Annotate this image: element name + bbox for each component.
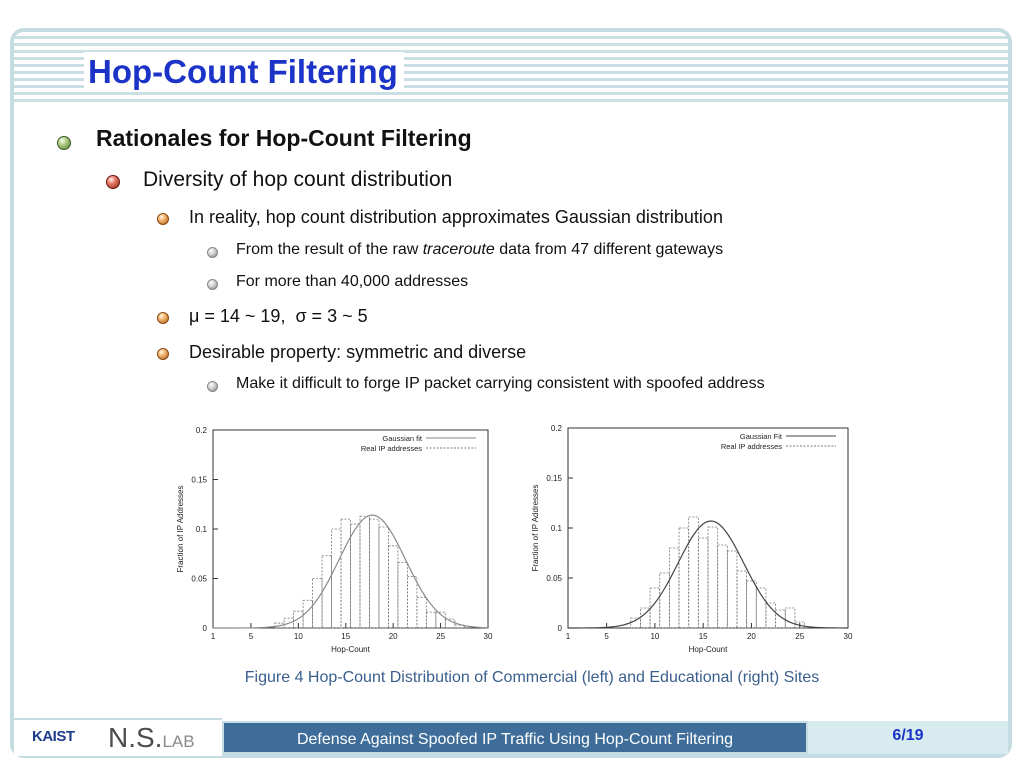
bullet-level2: Diversity of hop count distribution [143, 168, 453, 191]
x-tick-label: 5 [248, 632, 254, 641]
x-tick-label: 1 [210, 632, 216, 641]
x-tick-label: 5 [604, 632, 609, 641]
figure-caption: Figure 4 Hop-Count Distribution of Commercial (left) and Educational (right) Sites [244, 669, 820, 686]
y-tick-label: 0.2 [550, 424, 562, 433]
y-axis-label: Fraction of IP Addresses [176, 485, 185, 573]
bullet-orange-icon [157, 213, 169, 225]
bullet-gray-icon [207, 247, 218, 258]
bullet-green-icon [57, 136, 71, 150]
x-tick-label: 30 [843, 632, 853, 641]
footer-title: Defense Against Spoofed IP Traffic Using Hop-Count Filtering [222, 721, 808, 754]
plot-area [568, 428, 848, 628]
x-axis-label: Hop-Count [331, 645, 370, 654]
bullet-red-icon [106, 175, 120, 189]
bullet-level3-gaussian: In reality, hop count distribution approximates Gaussian distribution [189, 207, 723, 227]
y-tick-label: 0.1 [550, 524, 562, 533]
bullet-level1: Rationales for Hop-Count Filtering [96, 125, 472, 151]
legend-fit-label: Gaussian fit [382, 434, 422, 443]
y-tick-label: 0.05 [546, 574, 562, 583]
slide-title: Hop-Count Filtering [84, 52, 404, 92]
footer-bar [14, 718, 1008, 754]
y-tick-label: 0.15 [191, 475, 207, 485]
footer-logos [14, 718, 222, 756]
bullet-orange-icon [157, 312, 169, 324]
bullet-level3-property: Desirable property: symmetric and diverse [189, 342, 527, 362]
x-tick-label: 25 [795, 632, 805, 641]
legend-real-label: Real IP addresses [720, 442, 782, 451]
legend-fit-label: Gaussian Fit [739, 432, 782, 441]
bullet-level3-params: μ = 14 ~ 19, σ = 3 ~ 5 [189, 306, 368, 326]
histogram-commercial [168, 420, 508, 665]
y-tick-label: 0 [202, 624, 207, 633]
x-tick-label: 10 [293, 632, 303, 641]
x-tick-label: 30 [483, 632, 493, 641]
bullet-orange-icon [157, 348, 169, 360]
histogram-educational [518, 420, 858, 665]
page-number: 6/19 [808, 721, 1008, 754]
y-tick-label: 0.05 [191, 574, 207, 584]
y-axis-label: Fraction of IP Addresses [531, 484, 540, 572]
y-tick-label: 0.2 [195, 426, 207, 435]
x-tick-label: 10 [650, 632, 660, 641]
x-tick-label: 25 [436, 632, 446, 641]
ns-lab-logo: N.S.LAB [108, 722, 195, 753]
kaist-logo: KAIST [32, 728, 75, 745]
legend-real-label: Real IP addresses [360, 444, 422, 453]
x-tick-label: 1 [565, 632, 571, 641]
y-tick-label: 0 [557, 624, 562, 633]
bullet-gray-icon [207, 279, 218, 290]
y-tick-label: 0.1 [195, 525, 207, 534]
bullet-level4-traceroute: From the result of the raw traceroute data from 47 different gateways [236, 241, 724, 258]
x-tick-label: 15 [698, 632, 708, 641]
y-tick-label: 0.15 [546, 474, 562, 483]
bullet-level4-addresses: For more than 40,000 addresses [236, 273, 469, 290]
x-axis-label: Hop-Count [688, 645, 728, 654]
bullet-level4-forge: Make it difficult to forge IP packet carrying consistent with spoofed address [236, 375, 765, 392]
x-tick-label: 20 [388, 632, 398, 641]
bullet-gray-icon [207, 381, 218, 392]
x-tick-label: 15 [341, 632, 351, 641]
x-tick-label: 20 [746, 632, 756, 641]
